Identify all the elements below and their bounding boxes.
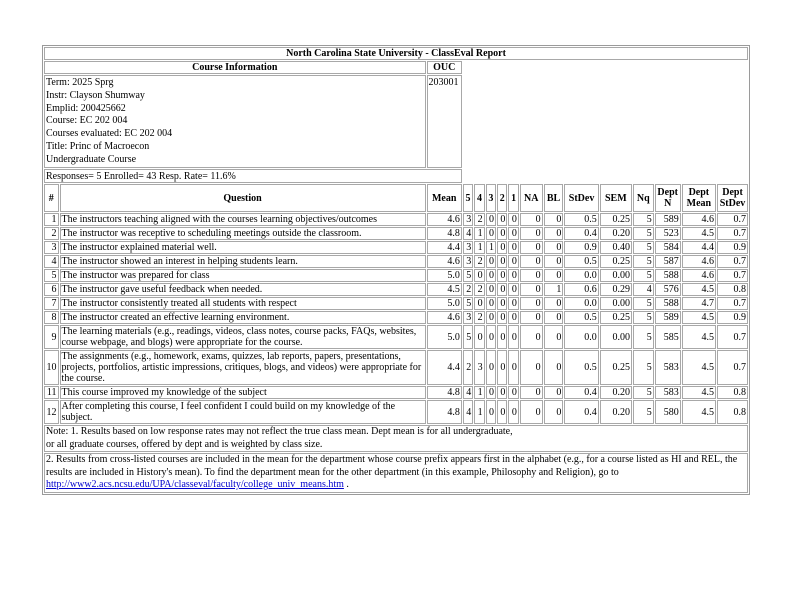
- question-text: The instructor consistently treated all students with respect: [60, 297, 426, 310]
- count-bl: 0: [544, 241, 564, 254]
- dept-stdev: 0.9: [717, 311, 748, 324]
- question-text: The instructor explained material well.: [60, 241, 426, 254]
- stdev: 0.4: [564, 400, 598, 424]
- question-row: [44, 227, 748, 240]
- count-2: 0: [497, 400, 507, 424]
- count-4: 2: [474, 213, 484, 226]
- dept-mean: 4.5: [682, 325, 716, 349]
- dept-n: 588: [655, 297, 681, 310]
- question-text: The instructor created an effective learning environment.: [60, 311, 426, 324]
- sem: 0.20: [600, 386, 632, 399]
- dept-stdev: 0.7: [717, 325, 748, 349]
- mean: 5.0: [427, 297, 462, 310]
- count-5: 5: [463, 269, 473, 282]
- mean: 5.0: [427, 269, 462, 282]
- question-text: The instructor was prepared for class: [60, 269, 426, 282]
- count-3: 0: [486, 213, 496, 226]
- dept-mean: 4.6: [682, 255, 716, 268]
- sem: 0.00: [600, 325, 632, 349]
- count-3: 0: [486, 311, 496, 324]
- question-row: [44, 325, 748, 349]
- column-header-col-1: 1: [508, 184, 518, 212]
- dept-n: 576: [655, 283, 681, 296]
- ouc-value: 203001: [427, 75, 462, 168]
- note2-row: [44, 453, 748, 493]
- count-bl: 0: [544, 255, 564, 268]
- count-na: 0: [520, 386, 543, 399]
- question-text: The instructor was receptive to scheduling meetings outside the classroom.: [60, 227, 426, 240]
- count-5: 5: [463, 297, 473, 310]
- count-1: 0: [508, 255, 518, 268]
- stdev: 0.0: [564, 297, 598, 310]
- sem: 0.25: [600, 255, 632, 268]
- dept-mean: 4.6: [682, 213, 716, 226]
- count-2: 0: [497, 297, 507, 310]
- stdev: 0.0: [564, 325, 598, 349]
- count-2: 0: [497, 255, 507, 268]
- count-2: 0: [497, 241, 507, 254]
- count-na: 0: [520, 283, 543, 296]
- count-1: 0: [508, 311, 518, 324]
- dept-n: 583: [655, 350, 681, 385]
- stdev: 0.6: [564, 283, 598, 296]
- nq: 5: [633, 213, 654, 226]
- count-5: 2: [463, 283, 473, 296]
- count-2: 0: [497, 283, 507, 296]
- count-5: 3: [463, 213, 473, 226]
- count-5: 4: [463, 227, 473, 240]
- question-row: [44, 350, 748, 385]
- count-bl: 0: [544, 350, 564, 385]
- report-table: [43, 46, 749, 494]
- dept-n: 580: [655, 400, 681, 424]
- count-na: 0: [520, 255, 543, 268]
- count-na: 0: [520, 269, 543, 282]
- mean: 4.6: [427, 213, 462, 226]
- column-header-col-3: 3: [486, 184, 496, 212]
- note-2-tail: .: [343, 479, 349, 490]
- nq: 5: [633, 400, 654, 424]
- count-1: 0: [508, 386, 518, 399]
- count-1: 0: [508, 283, 518, 296]
- count-2: 0: [497, 350, 507, 385]
- count-3: 0: [486, 386, 496, 399]
- dept-stdev: 0.9: [717, 241, 748, 254]
- nq: 5: [633, 311, 654, 324]
- question-text: The instructor gave useful feedback when needed.: [60, 283, 426, 296]
- count-2: 0: [497, 386, 507, 399]
- dept-stdev: 0.7: [717, 227, 748, 240]
- question-row: [44, 386, 748, 399]
- dept-stdev: 0.7: [717, 255, 748, 268]
- count-4: 1: [474, 400, 484, 424]
- mean: 4.6: [427, 311, 462, 324]
- note-2-text: 2. Results from cross-listed courses are included in the mean for the department whose course prefix appears first in the alphabet (e.g., for a course listed as HI and REL, the results are included in History's mean). To find the department mean for the other department (in this example, Philosophy and Religion), go to: [46, 454, 738, 478]
- dept-n: 589: [655, 213, 681, 226]
- course-info-courses-evaluated: Courses evaluated: EC 202 004: [46, 128, 173, 140]
- question-row: [44, 283, 748, 296]
- question-text: The instructors teaching aligned with the courses learning objectives/outcomes: [60, 213, 426, 226]
- nq: 5: [633, 297, 654, 310]
- count-2: 0: [497, 269, 507, 282]
- stdev: 0.5: [564, 350, 598, 385]
- count-1: 0: [508, 269, 518, 282]
- count-5: 4: [463, 400, 473, 424]
- count-bl: 1: [544, 283, 564, 296]
- mean: 4.6: [427, 255, 462, 268]
- count-na: 0: [520, 311, 543, 324]
- mean: 4.5: [427, 283, 462, 296]
- count-4: 1: [474, 386, 484, 399]
- count-bl: 0: [544, 297, 564, 310]
- course-info-course: Course: EC 202 004: [46, 115, 128, 127]
- count-4: 2: [474, 255, 484, 268]
- column-header-col-dept-stdev: Dept StDev: [717, 184, 748, 212]
- question-text: The instructor showed an interest in helping students learn.: [60, 255, 426, 268]
- question-number: 7: [44, 297, 59, 310]
- sem: 0.20: [600, 400, 632, 424]
- count-na: 0: [520, 227, 543, 240]
- course-info-header: Course Information: [44, 61, 426, 74]
- count-4: 0: [474, 297, 484, 310]
- column-header-col-5: 5: [463, 184, 473, 212]
- dept-n: 585: [655, 325, 681, 349]
- count-5: 2: [463, 350, 473, 385]
- stdev: 0.9: [564, 241, 598, 254]
- count-1: 0: [508, 227, 518, 240]
- count-2: 0: [497, 213, 507, 226]
- dept-stdev: 0.7: [717, 297, 748, 310]
- count-4: 2: [474, 311, 484, 324]
- count-4: 0: [474, 325, 484, 349]
- nq: 5: [633, 325, 654, 349]
- dept-mean: 4.5: [682, 311, 716, 324]
- count-5: 4: [463, 386, 473, 399]
- question-text: This course improved my knowledge of the subject: [60, 386, 426, 399]
- dept-mean: 4.5: [682, 350, 716, 385]
- course-info-term: Term: 2025 Sprg: [46, 77, 114, 88]
- question-number: 4: [44, 255, 59, 268]
- count-4: 1: [474, 227, 484, 240]
- count-1: 0: [508, 350, 518, 385]
- sem: 0.25: [600, 311, 632, 324]
- count-2: 0: [497, 227, 507, 240]
- dept-mean: 4.5: [682, 386, 716, 399]
- count-4: 2: [474, 283, 484, 296]
- note-1: [44, 425, 748, 452]
- count-bl: 0: [544, 227, 564, 240]
- dept-n: 523: [655, 227, 681, 240]
- count-3: 0: [486, 297, 496, 310]
- dept-n: 584: [655, 241, 681, 254]
- count-4: 1: [474, 241, 484, 254]
- mean: 4.8: [427, 227, 462, 240]
- count-bl: 0: [544, 311, 564, 324]
- count-na: 0: [520, 400, 543, 424]
- column-header-col-nq: Nq: [633, 184, 654, 212]
- dept-n: 587: [655, 255, 681, 268]
- count-bl: 0: [544, 269, 564, 282]
- dept-stdev: 0.7: [717, 350, 748, 385]
- sem: 0.40: [600, 241, 632, 254]
- column-header-row: [44, 184, 748, 212]
- question-row: [44, 311, 748, 324]
- dept-mean: 4.5: [682, 283, 716, 296]
- mean: 4.8: [427, 400, 462, 424]
- dept-mean: 4.6: [682, 269, 716, 282]
- dept-stdev: 0.8: [717, 400, 748, 424]
- count-2: 0: [497, 311, 507, 324]
- nq: 4: [633, 283, 654, 296]
- count-4: 0: [474, 269, 484, 282]
- stdev: 0.5: [564, 213, 598, 226]
- count-5: 5: [463, 325, 473, 349]
- college-means-link[interactable]: http://www2.acs.ncsu.edu/UPA/classeval/faculty/college_univ_means.htm: [46, 479, 344, 490]
- count-1: 0: [508, 325, 518, 349]
- count-1: 0: [508, 297, 518, 310]
- count-3: 1: [486, 241, 496, 254]
- question-row: [44, 297, 748, 310]
- count-na: 0: [520, 213, 543, 226]
- column-header-col-dept-mean: Dept Mean: [682, 184, 716, 212]
- count-3: 0: [486, 325, 496, 349]
- note-1-line-2: or all graduate courses, offered by dept and is weighted by class size.: [46, 438, 323, 450]
- question-number: 11: [44, 386, 59, 399]
- note-1-line-1: Note: 1. Results based on low response rates may not reflect the true class mean. Dept mean is for all undergraduate,: [46, 426, 513, 437]
- mean: 5.0: [427, 325, 462, 349]
- note1-row: [44, 425, 748, 452]
- count-bl: 0: [544, 325, 564, 349]
- mean: 4.4: [427, 350, 462, 385]
- question-row: [44, 241, 748, 254]
- stdev: 0.4: [564, 386, 598, 399]
- count-5: 3: [463, 255, 473, 268]
- count-na: 0: [520, 241, 543, 254]
- question-number: 1: [44, 213, 59, 226]
- course-info-instructor: Instr: Clayson Shumway: [46, 89, 145, 101]
- question-number: 8: [44, 311, 59, 324]
- sem: 0.20: [600, 227, 632, 240]
- course-info-title: Title: Princ of Macroecon: [46, 140, 150, 152]
- question-row: [44, 269, 748, 282]
- dept-stdev: 0.8: [717, 283, 748, 296]
- dept-n: 588: [655, 269, 681, 282]
- column-header-col-question: Question: [60, 184, 426, 212]
- sem: 0.00: [600, 297, 632, 310]
- stdev: 0.5: [564, 255, 598, 268]
- question-text: After completing this course, I feel confident I could build on my knowledge of the subject.: [60, 400, 426, 424]
- stdev: 0.5: [564, 311, 598, 324]
- count-1: 0: [508, 213, 518, 226]
- column-header-col-num: #: [44, 184, 59, 212]
- dept-n: 583: [655, 386, 681, 399]
- stdev: 0.4: [564, 227, 598, 240]
- question-number: 3: [44, 241, 59, 254]
- count-1: 0: [508, 400, 518, 424]
- responses-summary: Responses= 5 Enrolled= 43 Resp. Rate= 11.6%: [44, 169, 462, 183]
- course-info-emplid: Emplid: 200425662: [46, 102, 126, 114]
- mean: 4.8: [427, 386, 462, 399]
- question-number: 9: [44, 325, 59, 349]
- count-na: 0: [520, 297, 543, 310]
- question-number: 5: [44, 269, 59, 282]
- sem: 0.25: [600, 213, 632, 226]
- count-3: 0: [486, 269, 496, 282]
- count-na: 0: [520, 325, 543, 349]
- question-number: 10: [44, 350, 59, 385]
- count-bl: 0: [544, 213, 564, 226]
- question-text: The learning materials (e.g., readings, videos, class notes, course packs, FAQs, websites, course webpage, and blogs) were appropriate for the course.: [60, 325, 426, 349]
- sem: 0.29: [600, 283, 632, 296]
- question-number: 2: [44, 227, 59, 240]
- column-header-col-4: 4: [474, 184, 484, 212]
- column-header-col-stdev: StDev: [564, 184, 598, 212]
- ouc-header: OUC: [427, 61, 462, 74]
- course-info-level: Undergraduate Course: [46, 153, 137, 165]
- question-row: [44, 255, 748, 268]
- dept-stdev: 0.7: [717, 269, 748, 282]
- column-header-col-mean: Mean: [427, 184, 462, 212]
- count-4: 3: [474, 350, 484, 385]
- note-2: [44, 453, 748, 493]
- stdev: 0.0: [564, 269, 598, 282]
- question-row: [44, 213, 748, 226]
- column-header-col-sem: SEM: [600, 184, 632, 212]
- nq: 5: [633, 269, 654, 282]
- count-3: 0: [486, 227, 496, 240]
- nq: 5: [633, 350, 654, 385]
- question-number: 12: [44, 400, 59, 424]
- count-2: 0: [497, 325, 507, 349]
- column-header-col-dept-n: Dept N: [655, 184, 681, 212]
- dept-stdev: 0.7: [717, 213, 748, 226]
- question-number: 6: [44, 283, 59, 296]
- dept-mean: 4.5: [682, 400, 716, 424]
- nq: 5: [633, 386, 654, 399]
- course-info-block: [44, 75, 426, 168]
- mean: 4.4: [427, 241, 462, 254]
- count-3: 0: [486, 400, 496, 424]
- dept-n: 589: [655, 311, 681, 324]
- report-title: North Carolina State University - ClassEval Report: [44, 47, 748, 60]
- column-header-col-na: NA: [520, 184, 543, 212]
- report-title-row: [44, 47, 748, 60]
- count-3: 0: [486, 255, 496, 268]
- dept-stdev: 0.8: [717, 386, 748, 399]
- nq: 5: [633, 227, 654, 240]
- question-text: The assignments (e.g., homework, exams, quizzes, lab reports, papers, presentations, projects, portfolios, artistic impressions, critiques, blogs, and videos) were appropriate for the course.: [60, 350, 426, 385]
- nq: 5: [633, 255, 654, 268]
- course-info-header-row: [44, 61, 748, 74]
- column-header-col-bl: BL: [544, 184, 564, 212]
- count-5: 3: [463, 241, 473, 254]
- count-5: 3: [463, 311, 473, 324]
- sem: 0.25: [600, 350, 632, 385]
- sem: 0.00: [600, 269, 632, 282]
- count-bl: 0: [544, 400, 564, 424]
- count-3: 0: [486, 350, 496, 385]
- count-1: 0: [508, 241, 518, 254]
- nq: 5: [633, 241, 654, 254]
- dept-mean: 4.7: [682, 297, 716, 310]
- count-na: 0: [520, 350, 543, 385]
- count-3: 0: [486, 283, 496, 296]
- column-header-col-2: 2: [497, 184, 507, 212]
- question-row: [44, 400, 748, 424]
- count-bl: 0: [544, 386, 564, 399]
- dept-mean: 4.4: [682, 241, 716, 254]
- classeval-report: [42, 45, 750, 495]
- dept-mean: 4.5: [682, 227, 716, 240]
